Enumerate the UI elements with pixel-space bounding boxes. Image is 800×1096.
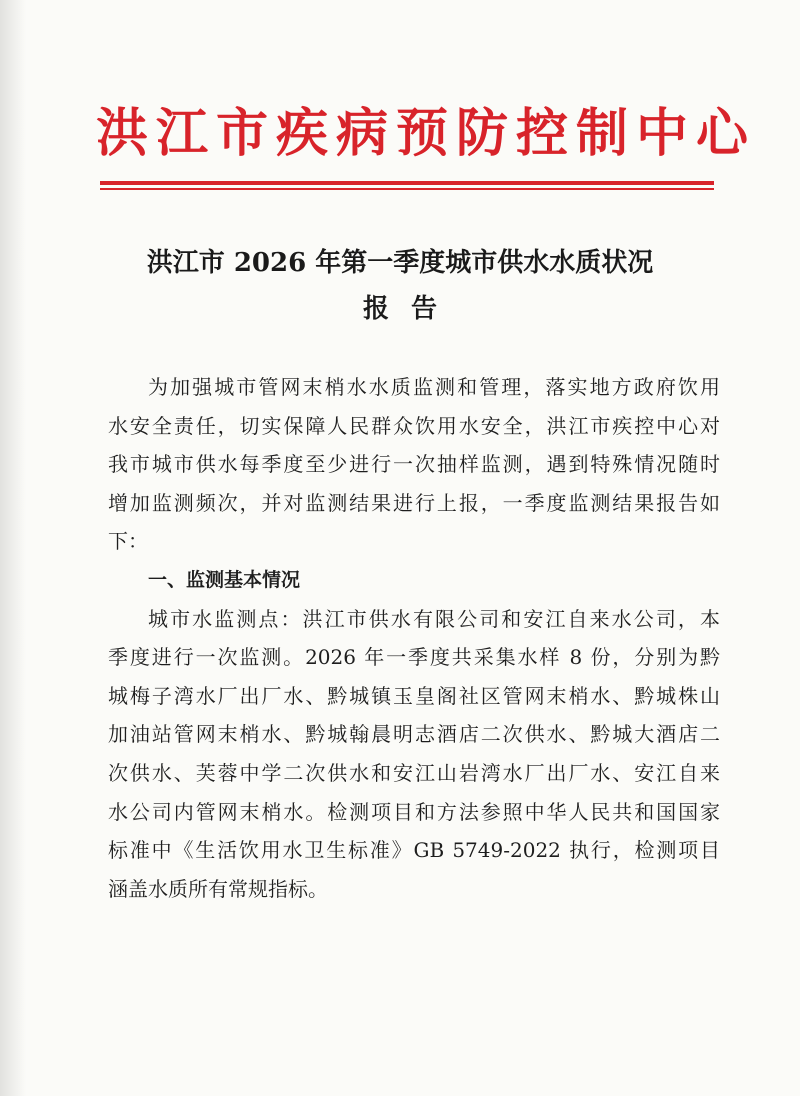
paragraph-line: 水公司内管网末梢水。检测项目和方法参照中华人民共和国国家 <box>108 799 720 824</box>
letterhead-red-rule-thick <box>100 181 714 185</box>
paragraph-line: 水安全责任，切实保障人民群众饮用水安全，洪江市疾控中心对 <box>108 413 720 438</box>
paragraph-line: 次供水、芙蓉中学二次供水和安江山岩湾水厂出厂水、安江自来 <box>108 760 720 785</box>
paragraph-line: 涵盖水质所有常规指标。 <box>108 876 328 901</box>
paragraph-line: 季度进行一次监测。2026 年一季度共采集水样 8 份，分别为黔 <box>108 645 720 670</box>
paragraph-line: 我市城市供水每季度至少进行一次抽样监测，遇到特殊情况随时 <box>108 452 720 477</box>
report-title-line2: 报告 <box>362 294 459 324</box>
letterhead-red-rule-thin <box>100 188 714 190</box>
report-body <box>108 368 720 908</box>
paragraph-line: 标准中《生活饮用水卫生标准》GB 5749-2022 执行，检测项目 <box>108 838 720 863</box>
report-title <box>80 240 720 332</box>
letterhead-org-name: 洪江市疾病预防控制中心 <box>96 104 757 164</box>
paragraph-line: 下： <box>108 529 148 554</box>
paragraph-line: 增加监测频次，并对监测结果进行上报，一季度监测结果报告如 <box>108 490 720 515</box>
paragraph-line: 加油站管网末梢水、黔城翰晨明志酒店二次供水、黔城大酒店二 <box>108 722 720 747</box>
paragraph-line: 为加强城市管网末梢水水质监测和管理，落实地方政府饮用 <box>148 375 720 399</box>
paragraph-line: 城梅子湾水厂出厂水、黔城镇玉皇阁社区管网末梢水、黔城株山 <box>108 683 720 708</box>
paragraph-line: 城市水监测点：洪江市供水有限公司和安江自来水公司，本 <box>148 606 720 631</box>
scan-edge-shadow <box>0 0 26 1096</box>
section-heading: 一、监测基本情况 <box>148 568 301 591</box>
report-title-line1: 洪江市 2026 年第一季度城市供水水质状况 <box>146 248 654 278</box>
